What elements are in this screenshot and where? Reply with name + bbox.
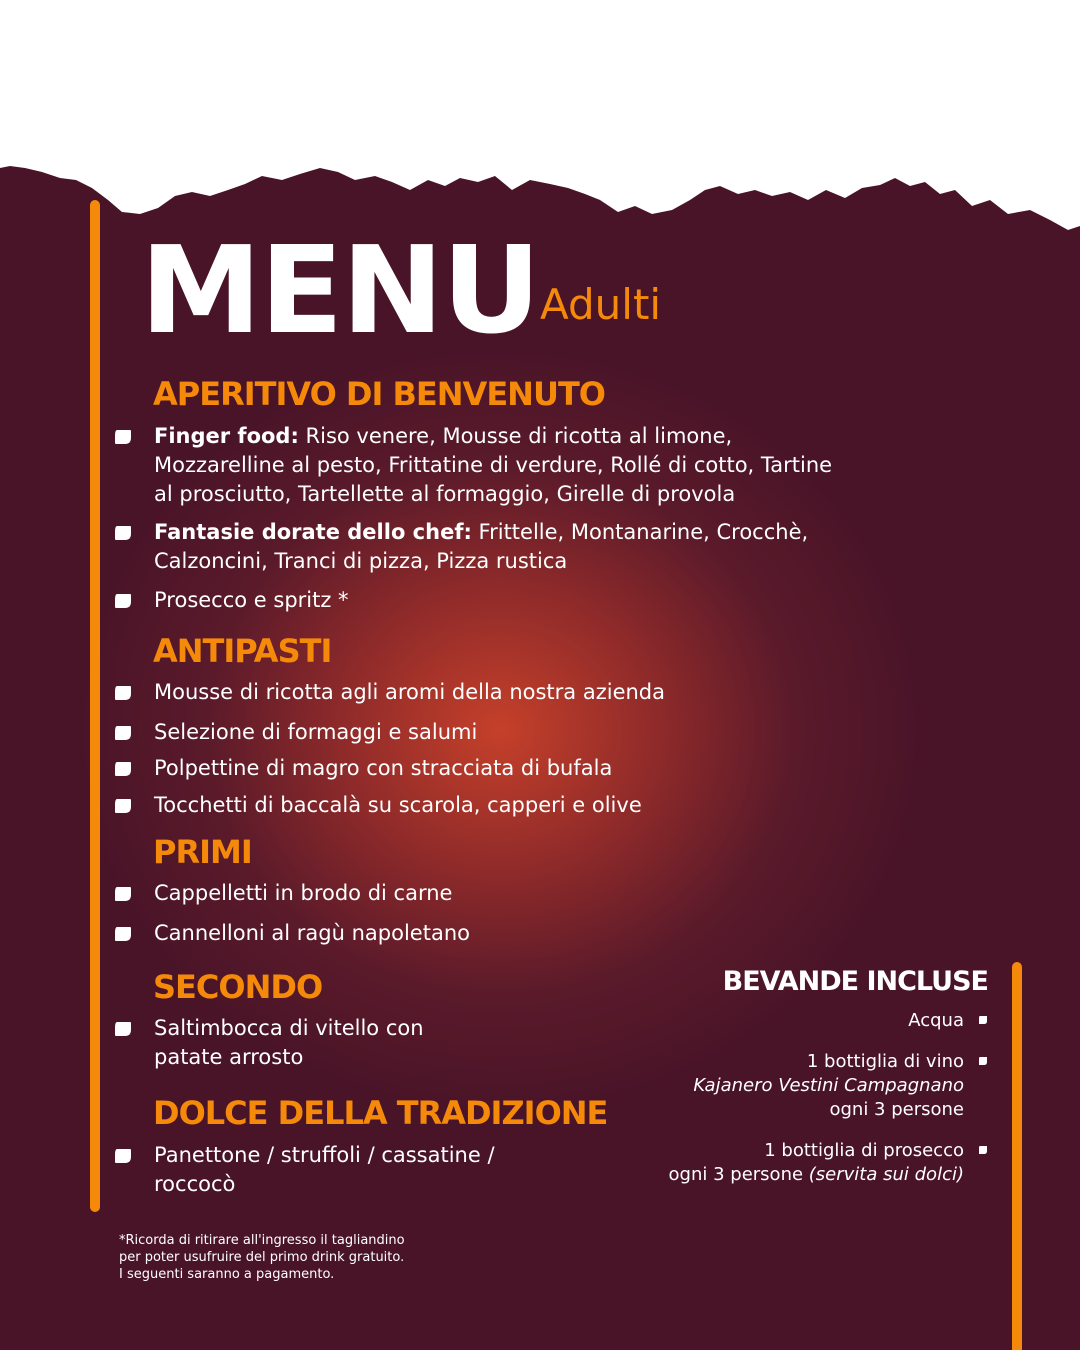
menu-title: MENU <box>140 222 540 361</box>
item-text: Mousse di ricotta agli aromi della nostra azienda <box>154 680 665 704</box>
item-text: Saltimbocca di vitello con <box>154 1016 424 1040</box>
item-label: Fantasie dorate dello chef: <box>154 520 472 544</box>
item-text: Mozzarelline al pesto, Frittatine di verdure, Rollé di cotto, Tartine <box>154 453 833 477</box>
item-text: Panettone / struffoli / cassatine / <box>154 1143 495 1167</box>
drink-text: 1 bottiglia di vino <box>806 1051 964 1072</box>
footnote-line: *Ricorda di ritirare all'ingresso il tagliandino <box>119 1233 405 1248</box>
leaf-bullet-icon <box>114 926 132 942</box>
leaf-bullet-icon <box>114 429 132 445</box>
item-text: patate arrosto <box>154 1045 304 1069</box>
item-text: Prosecco e spritz * <box>154 588 349 612</box>
leaf-bullet-icon <box>978 1145 988 1155</box>
section-title-bevande: BEVANDE INCLUSE <box>722 966 988 997</box>
drink-item-acqua <box>600 1009 990 1033</box>
section-title-antipasti: ANTIPASTI <box>153 632 332 670</box>
drink-item-vino <box>600 1050 990 1122</box>
drink-text: ogni 3 persone <box>829 1099 964 1120</box>
accent-line-right <box>1012 962 1022 1350</box>
footnote-line: I seguenti saranno a pagamento. <box>119 1267 335 1282</box>
leaf-bullet-icon <box>114 886 132 902</box>
item-text: Cappelletti in brodo di carne <box>154 881 453 905</box>
item-text: Calzoncini, Tranci di pizza, Pizza rustica <box>154 549 568 573</box>
leaf-bullet-icon <box>114 761 132 777</box>
item-text: Selezione di formaggi e salumi <box>154 720 478 744</box>
item-text: Polpettine di magro con stracciata di bufala <box>154 756 613 780</box>
drink-text: 1 bottiglia di prosecco <box>764 1140 964 1161</box>
leaf-bullet-icon <box>978 1056 988 1066</box>
leaf-bullet-icon <box>978 1015 988 1025</box>
footnote-line: per poter usufruire del primo drink gratuito. <box>119 1250 405 1265</box>
item-text: Frittelle, Montanarine, Crocchè, <box>471 520 809 544</box>
leaf-bullet-icon <box>114 1148 132 1164</box>
section-title-primi: PRIMI <box>153 833 252 871</box>
leaf-bullet-icon <box>114 798 132 814</box>
menu-subtitle: Adulti <box>540 280 662 329</box>
item-text: Riso venere, Mousse di ricotta al limone, <box>298 424 733 448</box>
drink-item-prosecco <box>600 1139 990 1187</box>
section-title-aperitivo: APERITIVO DI BENVENUTO <box>153 375 605 413</box>
item-text: al prosciutto, Tartellette al formaggio, Girelle di provola <box>154 482 736 506</box>
accent-line-left <box>90 200 100 1212</box>
item-text: Tocchetti di baccalà su scarola, capperi e olive <box>154 793 642 817</box>
leaf-bullet-icon <box>114 525 132 541</box>
leaf-bullet-icon <box>114 1021 132 1037</box>
drink-text-italic: (servita sui dolci) <box>808 1164 964 1185</box>
leaf-bullet-icon <box>114 685 132 701</box>
torn-paper-edge <box>0 0 1080 240</box>
leaf-bullet-icon <box>114 593 132 609</box>
leaf-bullet-icon <box>114 725 132 741</box>
section-title-secondo: SECONDO <box>153 968 323 1006</box>
footnote <box>119 1232 405 1283</box>
drink-text: Acqua <box>908 1010 964 1031</box>
drink-text-italic: Kajanero Vestini Campagnano <box>693 1075 964 1096</box>
item-text: roccocò <box>154 1172 236 1196</box>
item-label: Finger food: <box>154 424 299 448</box>
section-title-dolce: DOLCE DELLA TRADIZIONE <box>153 1094 608 1132</box>
item-text: Cannelloni al ragù napoletano <box>154 921 470 945</box>
drink-text: ogni 3 persone <box>668 1164 809 1185</box>
